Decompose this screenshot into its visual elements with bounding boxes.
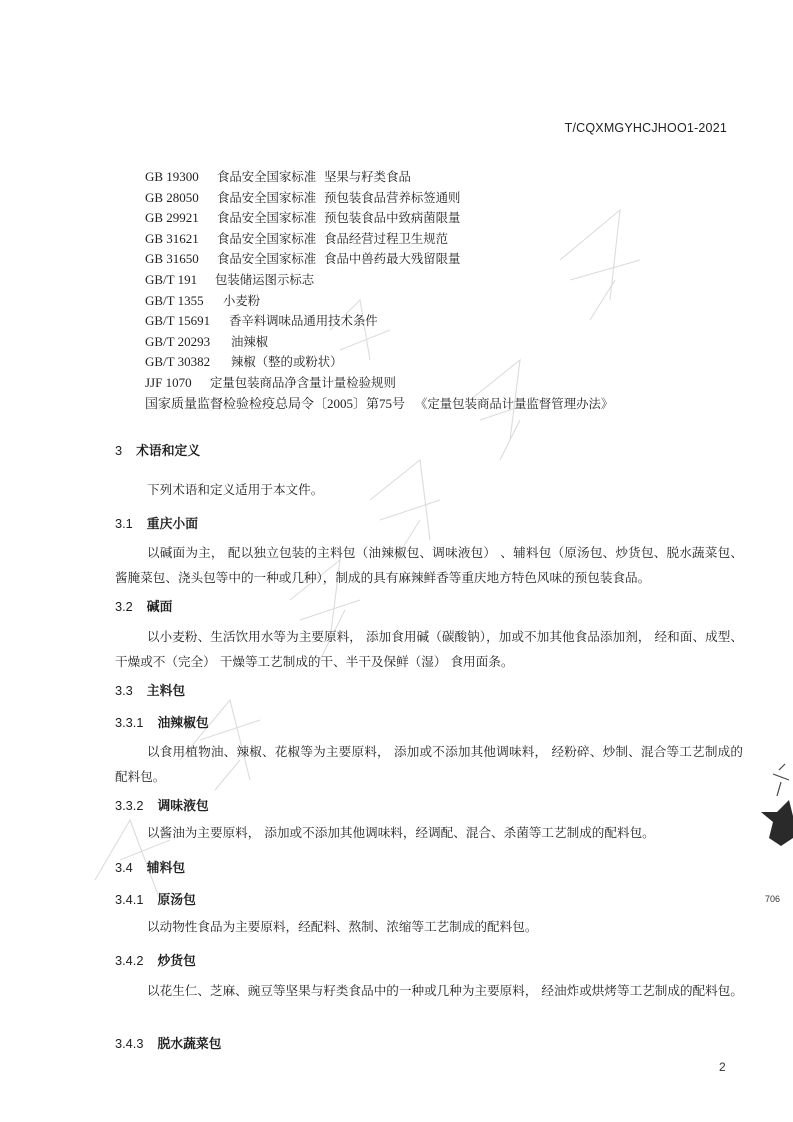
reference-subtitle: 预包装食品中致病菌限量 bbox=[324, 210, 461, 226]
section-heading-3 bbox=[115, 440, 200, 459]
paragraph-3-1: 以碱面为主， 配以独立包装的主料包（油辣椒包、调味液包） 、辅料包（原汤包、炒货包、脱水蔬菜包、酱腌菜包、浇头包等中的一种或几种），制成的具有麻辣鲜香等重庆地方特色风味的预包装食品。 bbox=[115, 545, 743, 585]
normative-references-list bbox=[145, 168, 745, 415]
paragraph-3-3-1: 以食用植物油、辣椒、花椒等为主要原料， 添加或不添加其他调味料， 经粉碎、炒制、混合等工艺制成的配料包。 bbox=[115, 744, 743, 784]
section-number: 3.2 bbox=[115, 599, 133, 614]
section-label: 脱水蔬菜包 bbox=[157, 1037, 222, 1052]
reference-code: GB/T 30382 bbox=[145, 354, 211, 370]
section-number: 3.1 bbox=[115, 516, 133, 531]
reference-item bbox=[145, 353, 745, 374]
section-number: 3.4 bbox=[115, 860, 133, 875]
reference-code: 国家质量监督检验检疫总局令〔2005〕第75号 bbox=[145, 395, 406, 411]
reference-subtitle: 食品经营过程卫生规范 bbox=[324, 230, 449, 246]
section-number: 3 bbox=[115, 443, 123, 458]
edge-stamp bbox=[759, 760, 793, 920]
reference-title: 辣椒（整的或粉状） bbox=[231, 354, 343, 370]
paragraph-3-4-1: 以动物性食品为主要原料，经配料、熬制、浓缩等工艺制成的配料包。 bbox=[147, 919, 538, 934]
section-number: 3.4.1 bbox=[115, 892, 144, 907]
section-number: 3.3 bbox=[115, 683, 133, 698]
section-label: 重庆小面 bbox=[146, 517, 198, 532]
reference-code: GB/T 191 bbox=[145, 271, 198, 287]
section-number: 3.4.3 bbox=[115, 1036, 144, 1051]
reference-title: 食品安全国家标准 bbox=[217, 169, 317, 184]
reference-item bbox=[145, 189, 745, 210]
reference-code: GB/T 1355 bbox=[145, 292, 204, 308]
section-label: 主料包 bbox=[146, 684, 186, 699]
section-label: 术语和定义 bbox=[136, 444, 201, 459]
section-heading-3-4 bbox=[115, 857, 185, 876]
page-number: 2 bbox=[719, 1060, 726, 1074]
reference-item bbox=[145, 312, 745, 333]
reference-title: 油辣椒 bbox=[231, 333, 269, 349]
section-label: 原汤包 bbox=[157, 893, 196, 908]
section-number: 3.3.2 bbox=[115, 798, 144, 813]
section-number: 3.4.2 bbox=[115, 953, 144, 968]
paragraph-3-2: 以小麦粉、生活饮用水等为主要原料， 添加食用碱（碳酸钠），加或不加其他食品添加剂， 经和面、成型、干燥或不（完全） 干燥等工艺制成的干、半干及保鲜（湿） 食用面条。 bbox=[115, 629, 743, 669]
document-code: T/CQXMGYHCJHOO1-2021 bbox=[564, 121, 727, 135]
reference-item bbox=[145, 333, 745, 354]
star-icon bbox=[761, 800, 793, 846]
reference-item bbox=[145, 374, 745, 395]
section-heading-3-3-1 bbox=[115, 712, 209, 731]
reference-title: 定量包装商品净含量计量检验规则 bbox=[210, 374, 396, 390]
section-heading-3-4-2 bbox=[115, 950, 196, 969]
reference-title: 小麦粉 bbox=[223, 292, 261, 308]
reference-subtitle: 坚果与籽类食品 bbox=[324, 169, 411, 184]
section-label: 碱面 bbox=[146, 600, 173, 615]
reference-item bbox=[145, 271, 745, 292]
reference-item bbox=[145, 292, 745, 313]
section-heading-3-1 bbox=[115, 513, 198, 532]
reference-item bbox=[145, 230, 745, 251]
reference-item bbox=[145, 168, 745, 189]
section-heading-3-4-1 bbox=[115, 889, 196, 908]
reference-title: 包装储运图示标志 bbox=[215, 271, 315, 287]
reference-subtitle: 预包装食品营养标签通则 bbox=[324, 189, 461, 205]
reference-subtitle: 食品中兽药最大残留限量 bbox=[324, 251, 461, 267]
reference-title: 食品安全国家标准 bbox=[217, 230, 317, 246]
paragraph-3-4-2: 以花生仁、芝麻、豌豆等坚果与籽类食品中的一种或几种为主要原料， 经油炸或烘烤等工艺制成的配料包。 bbox=[147, 983, 743, 998]
edge-stamp-number: 706 bbox=[765, 894, 781, 904]
reference-code: GB 19300 bbox=[145, 169, 199, 184]
paragraph-3-3-2: 以酱油为主要原料， 添加或不添加其他调味料，经调配、混合、杀菌等工艺制成的配料包。 bbox=[147, 825, 655, 840]
reference-title: 食品安全国家标准 bbox=[217, 189, 317, 205]
section-label: 炒货包 bbox=[157, 954, 196, 969]
reference-code: GB 31650 bbox=[145, 251, 199, 267]
reference-code: GB/T 15691 bbox=[145, 313, 211, 329]
section-number: 3.3.1 bbox=[115, 715, 144, 730]
section-intro: 下列术语和定义适用于本文件。 bbox=[147, 482, 324, 497]
reference-item bbox=[145, 250, 745, 271]
section-label: 油辣椒包 bbox=[157, 716, 209, 731]
reference-code: GB 28050 bbox=[145, 189, 199, 205]
section-heading-3-4-3 bbox=[115, 1033, 221, 1052]
section-heading-3-2 bbox=[115, 596, 172, 615]
reference-title: 香辛料调味品通用技术条件 bbox=[229, 313, 378, 329]
reference-title: 食品安全国家标准 bbox=[217, 251, 317, 267]
reference-item bbox=[145, 209, 745, 230]
section-heading-3-3-2 bbox=[115, 795, 209, 814]
reference-code: JJF 1070 bbox=[145, 374, 192, 390]
reference-code: GB 29921 bbox=[145, 210, 199, 226]
section-heading-3-3 bbox=[115, 680, 185, 699]
section-label: 辅料包 bbox=[146, 861, 186, 876]
reference-code: GB/T 20293 bbox=[145, 333, 211, 349]
reference-title: 食品安全国家标准 bbox=[217, 210, 317, 226]
reference-code: GB 31621 bbox=[145, 230, 199, 246]
section-label: 调味液包 bbox=[157, 799, 209, 814]
reference-item bbox=[145, 395, 745, 416]
reference-title: 《定量包装商品计量监督管理办法》 bbox=[415, 395, 614, 411]
